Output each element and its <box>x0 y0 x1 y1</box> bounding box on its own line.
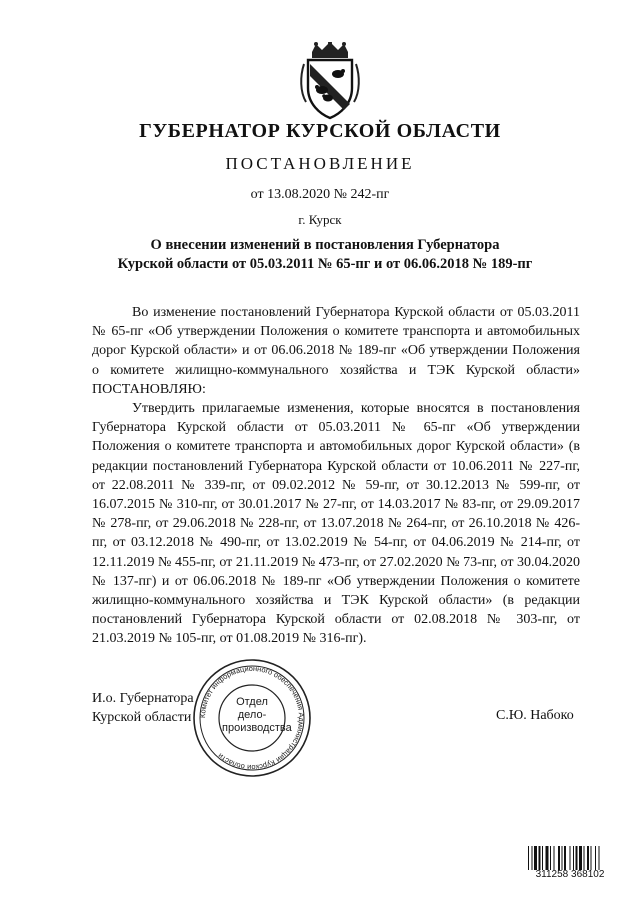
subject-line-1: О внесении изменений в постановления Губернатора <box>150 237 500 253</box>
signatory-position-line-2: Курской области <box>92 710 192 725</box>
signatory-name: С.Ю. Набоко <box>496 708 574 723</box>
signatory-position-line-1: И.о. Губернатора <box>92 691 194 706</box>
stamp-center-line-2: дело- <box>237 709 267 721</box>
issuer-title: ГУБЕРНАТОР КУРСКОЙ ОБЛАСТИ <box>139 120 501 142</box>
body-paragraph-2: Утвердить прилагаемые изменения, которые вносятся в постановления Губернатора Курской области от 05.03.2011 № 65-пг «Об утверждении Положения о комитете транспорта и автомобильных дорог Курской области» (в редакции постановлений Губернатора Курской области от 10.06.2011 № 227-пг, от 22.08.2011 № 339-пг, от 09.02.2012 № 59-пг, от 30.12.2013 № 599-пг, от 16.07.2015 № 310-пг, от 30.01.2017 № 27-пг, от 14.03.2017 № 83-пг, от 29.09.2017 № 278-пг, от 29.06.2018 № 228-пг, от 13.07.2018 № 264-пг, от 26.10.2018 № 426-пг, от 03.12.2018 № 490-пг, от 13.02.2019 № 54-пг, от 04.06.2019 № 214-пг, от 12.11.2019 № 455-пг, от 21.11.2019 № 473-пг, от 27.02.2020 № 73-пг, от 30.04.2020 № 137-пг) и от 06.06.2018 № 189-пг «Об утверждении Положения о комитете жилищно-коммунального хозяйства и ТЭК Курской области» (в редакции постановлений Губернатора Курской области от 02.08.2018 № 303-пг, от 21.03.2019 № 105-пг, от 01.08.2019 № 316-пг). <box>92 401 580 647</box>
stamp-center-line-1: Отдел <box>236 696 268 708</box>
document-body <box>92 303 580 649</box>
document-date-number: от 13.08.2020 № 242-пг <box>250 187 390 202</box>
coat-of-arms-icon <box>298 42 362 120</box>
stamp-center-line-3: производства <box>222 722 292 734</box>
stamp-ring-text: Комитет информационного обеспечения Администрации Курской области <box>197 663 307 773</box>
barcode-number: 311258 368102 <box>535 869 605 880</box>
document-city: г. Курск <box>298 212 342 227</box>
stamp-center-text <box>222 696 292 735</box>
document-subject <box>90 236 560 274</box>
body-paragraph-1: Во изменение постановлений Губернатора Курской области от 05.03.2011 № 65-пг «Об утверждении Положения о комитете транспорта и автомобильных дорог Курской области» и от 06.06.2018 № 189-пг «Об утверждении Положения о комитете жилищно-коммунального хозяйства и ТЭК Курской области» ПОСТАНОВЛЯЮ: <box>92 305 580 397</box>
barcode-graphic <box>528 846 612 870</box>
subject-line-2: Курской области от 05.03.2011 № 65-пг и от 06.06.2018 № 189-пг <box>117 256 533 272</box>
document-type: ПОСТАНОВЛЕНИЕ <box>225 154 415 173</box>
